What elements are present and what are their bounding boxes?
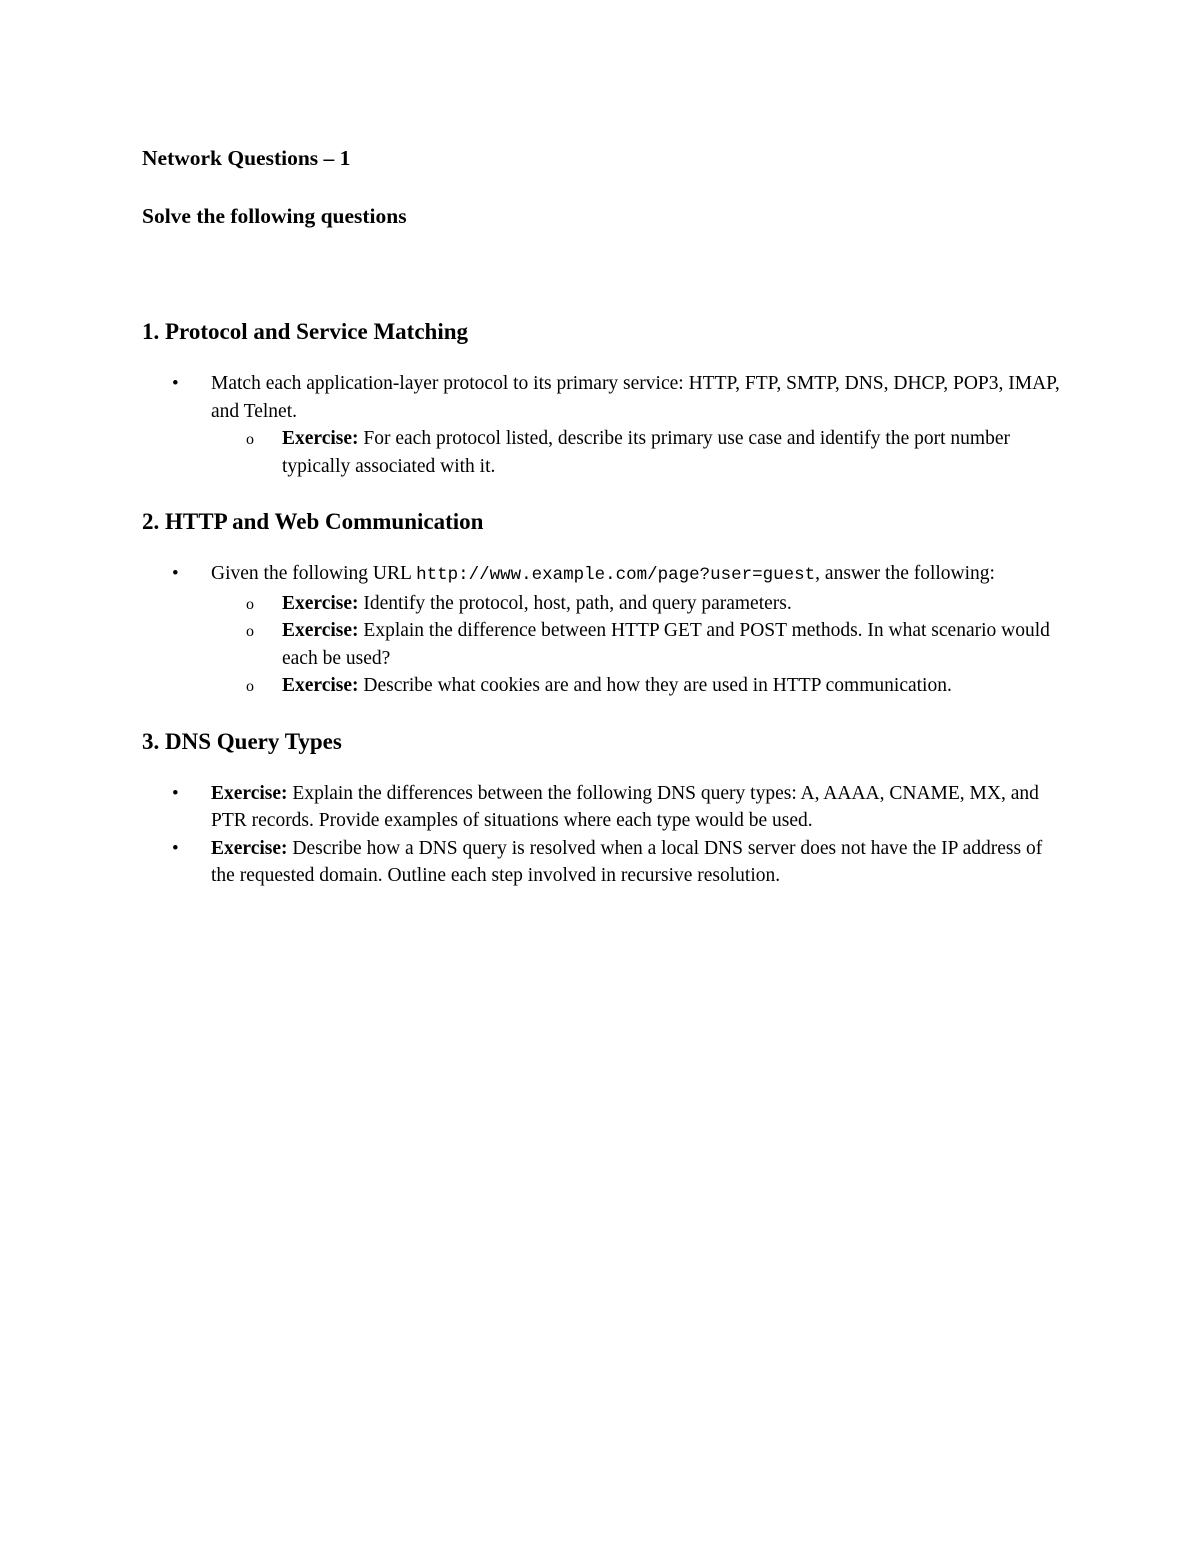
- circle-bullet-icon: o: [246, 595, 254, 613]
- section-heading: 1. Protocol and Service Matching: [142, 319, 468, 344]
- document-title: Network Questions – 1: [142, 146, 351, 170]
- exercise-label: Exercise:: [282, 428, 359, 449]
- bullet-icon: •: [172, 563, 179, 584]
- circle-bullet-icon: o: [246, 623, 254, 640]
- exercise-label: Exercise:: [211, 837, 288, 859]
- section-protocol-matching: [142, 316, 1062, 480]
- sub-list-item: [142, 425, 1062, 480]
- list-item-text-tail: , answer the following:: [815, 563, 995, 584]
- exercise-label: Exercise:: [282, 592, 359, 614]
- bullet-icon: •: [172, 782, 179, 804]
- bullet-list: [142, 780, 1062, 890]
- list-item: [142, 835, 1062, 890]
- exercise-text: Describe how a DNS query is resolved when a local DNS server does not have the IP address of the requested domain. Outline each step involved in recursive resolution.: [211, 837, 1043, 886]
- sub-list-item: [142, 590, 1062, 618]
- circle-bullet-icon: o: [246, 431, 254, 448]
- sub-list-item: [142, 672, 1062, 700]
- circle-bullet-icon: o: [246, 678, 254, 695]
- exercise-text: Explain the differences between the following DNS query types: A, AAAA, CNAME, MX, and PTR records. Provide examples of situations where each type would be used.: [211, 782, 1039, 831]
- section-http-web: [142, 506, 1062, 700]
- exercise-label: Exercise:: [282, 620, 359, 641]
- exercise-label: Exercise:: [282, 675, 359, 696]
- section-heading: 3. DNS Query Types: [142, 728, 342, 754]
- exercise-text: Explain the difference between HTTP GET and POST methods. In what scenario would each be used?: [282, 620, 1050, 669]
- document-content: [142, 142, 1062, 890]
- exercise-text: Identify the protocol, host, path, and query parameters.: [358, 592, 792, 614]
- bullet-list: [142, 560, 1062, 700]
- bullet-icon: •: [172, 837, 179, 859]
- list-item: [142, 780, 1062, 835]
- section-heading: 2. HTTP and Web Communication: [142, 509, 484, 534]
- list-item-text: Match each application-layer protocol to its primary service: HTTP, FTP, SMTP, DNS, DHCP, POP3, IMAP, and Telnet.: [211, 373, 1060, 422]
- exercise-text: Describe what cookies are and how they are used in HTTP communication.: [358, 675, 952, 696]
- list-item-text: Given the following URL: [211, 563, 417, 584]
- exercise-text: For each protocol listed, describe its primary use case and identify the port number typically associated with it.: [282, 428, 1010, 477]
- sub-list: [211, 425, 1062, 480]
- list-item: [142, 560, 1062, 700]
- bullet-list: [142, 370, 1062, 480]
- url-text: http://www.example.com/page?user=guest: [416, 565, 816, 585]
- section-dns-query-types: [142, 726, 1062, 890]
- sub-list: [211, 590, 1062, 700]
- document-subtitle: Solve the following questions: [142, 204, 407, 228]
- sub-list-item: [142, 617, 1062, 672]
- exercise-label: Exercise:: [211, 782, 288, 804]
- list-item: [142, 370, 1062, 480]
- bullet-icon: •: [172, 373, 179, 394]
